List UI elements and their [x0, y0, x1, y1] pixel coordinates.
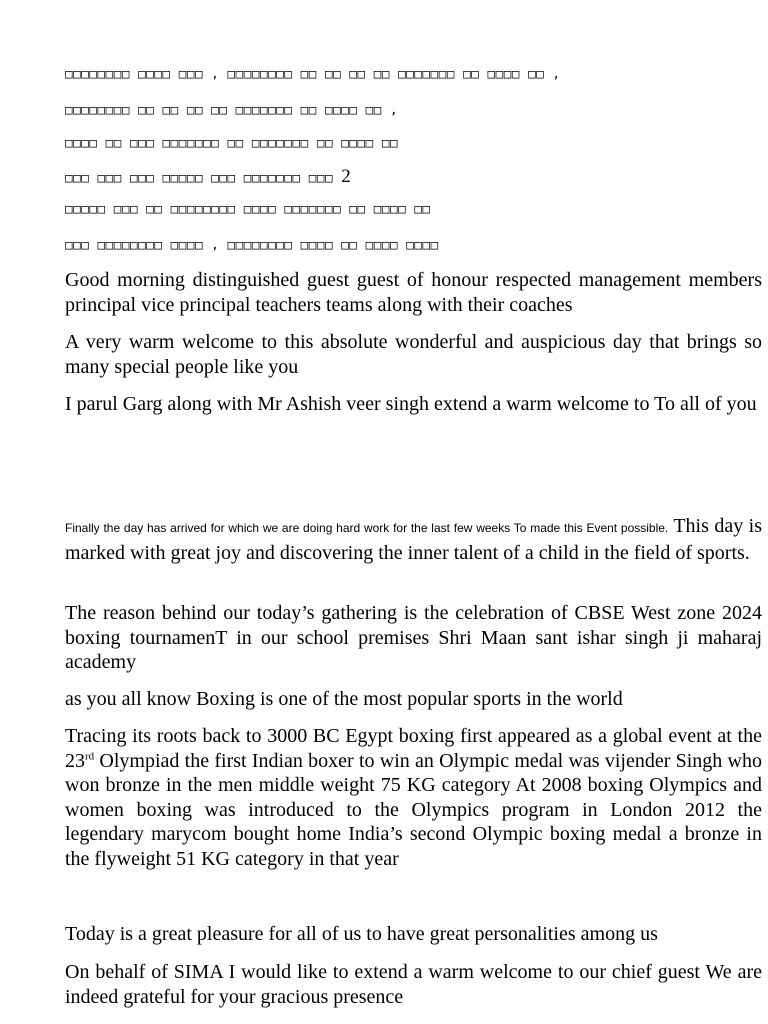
hindi-line-6 [65, 237, 439, 253]
greeting-paragraph: Good morning distinguished guest guest of honour respected management members principal vice principal teachers teams along with their coaches [65, 269, 762, 316]
hindi-line-2 [65, 102, 398, 118]
hindi-line-5 [65, 201, 431, 217]
welcome-paragraph: A very warm welcome to this absolute wonderful and auspicious day that brings so many special people like you [65, 331, 762, 378]
introduction-paragraph: I parul Garg along with Mr Ashish veer singh extend a warm welcome to To all of you [65, 393, 757, 415]
hindi-line-1-text: □□□□□□□□ □□□□ □□□ , □□□□□□□□ □□ □□ □□ □□ □□□□□□□ □□ □□□□ □□ , [65, 66, 561, 81]
boxing-popularity-paragraph: as you all know Boxing is one of the most popular sports in the world [65, 688, 623, 710]
hindi-line-4-text: □□□ □□□ □□□ □□□□□ □□□ □□□□□□□ □□□ [65, 170, 342, 185]
reason-paragraph: The reason behind our today’s gathering is the celebration of CBSE West zone 2024 boxing tournamenT in our school premises Shri Maan sant ishar singh ji maharaj academy [65, 602, 762, 673]
boxing-history-paragraph [65, 724, 762, 871]
chief-guest-paragraph: On behalf of SIMA I would like to extend a warm welcome to our chief guest We are indeed grateful for your gracious presence [65, 961, 762, 1008]
hindi-line-6-text: □□□ □□□□□□□□ □□□□ , □□□□□□□□ □□□□ □□ □□□□ □□□□ [65, 237, 439, 252]
boxing-history-text-b: Olympiad the first Indian boxer to win an Olympic medal was vijender Singh who won bronze in the men middle weight 75 KG category At 2008 boxing Olympics and women boxing was introduced to the Olympics program in London 2012 the legendary marycom bought home India’s second Olympic boxing medal a bronze in the flyweight 51 KG category in that year [65, 749, 762, 870]
event-paragraph-text: This day is marked with great joy and discovering the inner talent of a child in the field of sports. [65, 515, 762, 564]
event-paragraph [65, 514, 762, 565]
pleasure-paragraph: Today is a great pleasure for all of us to have great personalities among us [65, 923, 658, 945]
hindi-line-3-text: □□□□ □□ □□□ □□□□□□□ □□ □□□□□□□ □□ □□□□ □□ [65, 135, 399, 150]
hindi-line-5-text: □□□□□ □□□ □□ □□□□□□□□ □□□□ □□□□□□□ □□ □□□□ □□ [65, 201, 431, 216]
event-paragraph-small-text: Finally the day has arrived for which we are doing hard work for the last few weeks To made this Event possible. [65, 521, 669, 535]
hindi-line-1 [65, 66, 561, 82]
hindi-line-4-number: 2 [341, 166, 351, 187]
hindi-line-2-text: □□□□□□□□ □□ □□ □□ □□ □□□□□□□ □□ □□□□ □□ , [65, 102, 399, 117]
hindi-line-4 [65, 166, 351, 187]
boxing-history-text-a: Tracing its roots back to 3000 BC Egypt boxing first appeared as a global event at the 23 [65, 725, 762, 772]
hindi-line-3 [65, 135, 398, 151]
ordinal-suffix: rd [85, 749, 95, 762]
